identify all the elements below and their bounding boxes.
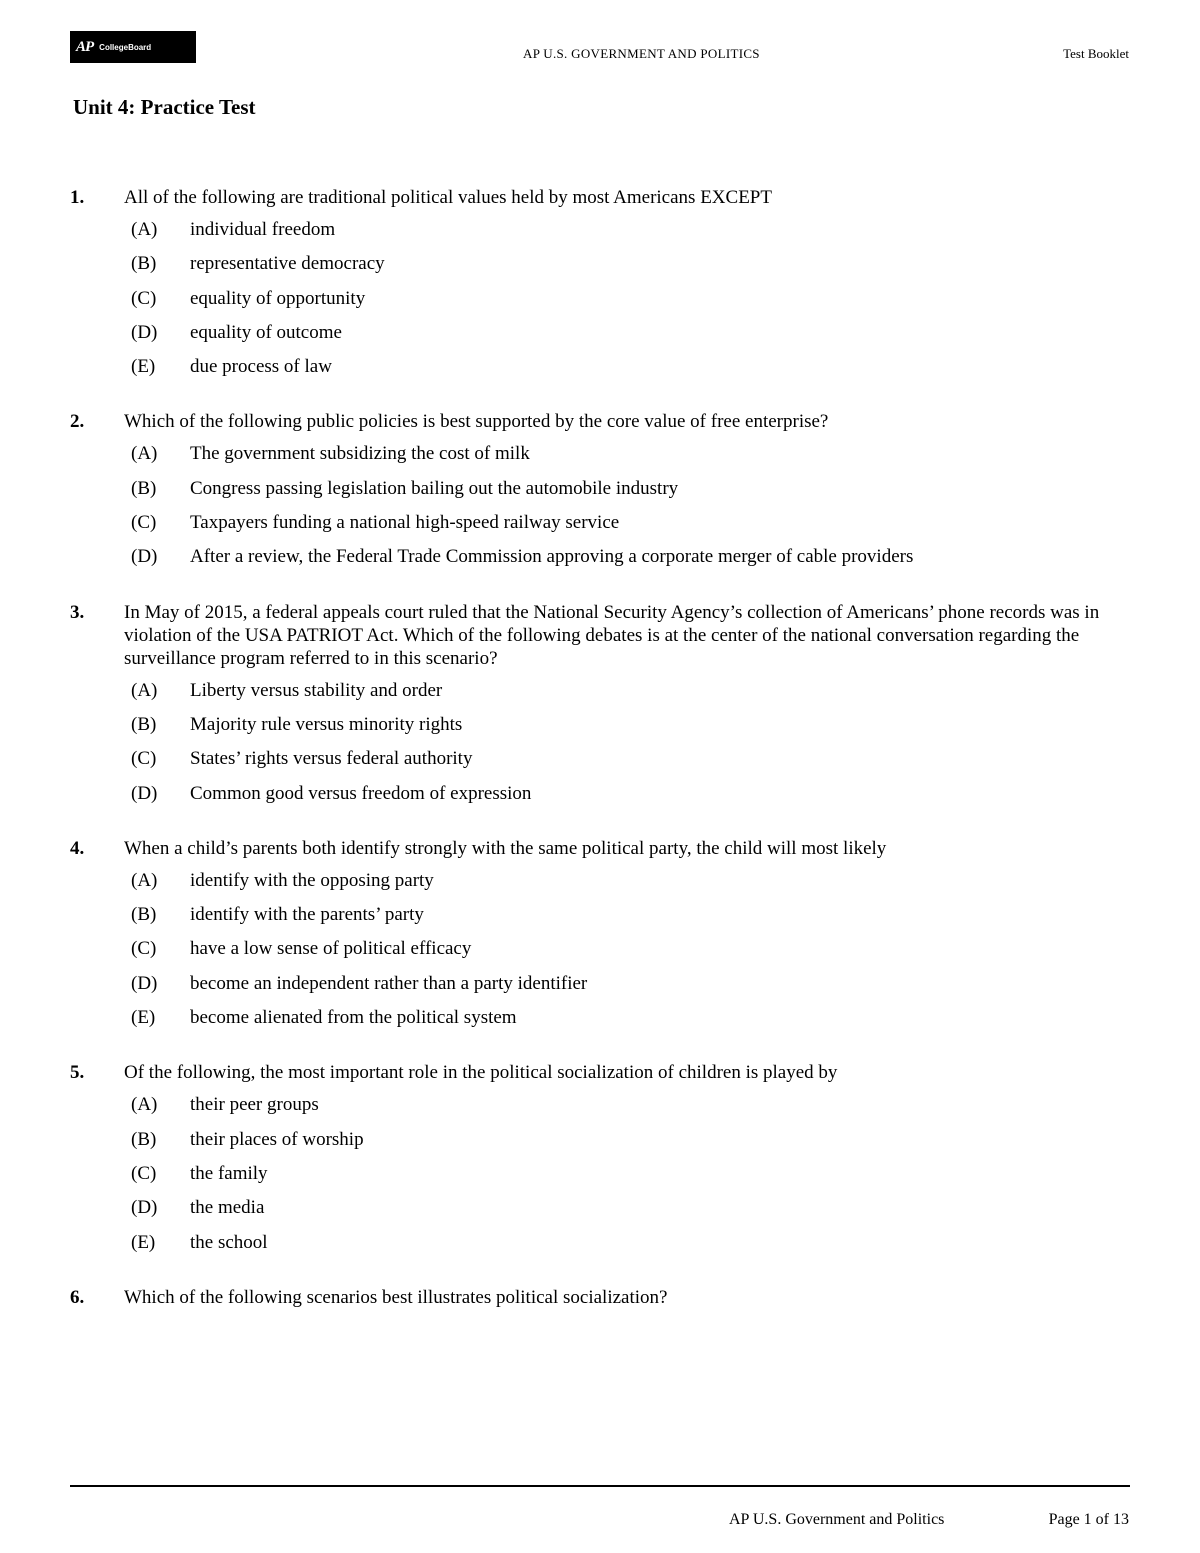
choice-letter: (B): [131, 713, 157, 735]
choice-letter: (D): [131, 1197, 158, 1219]
choice-letter: (E): [131, 1007, 156, 1029]
answer-choice: [70, 442, 1130, 476]
choice-letter: (A): [131, 869, 158, 891]
question-number: 1.: [70, 187, 85, 208]
question-stem: [70, 1061, 1130, 1084]
question-1: [70, 186, 1130, 389]
choice-text: equality of opportunity: [190, 287, 366, 309]
answer-choice: [70, 713, 1130, 747]
answer-choice: [70, 218, 1130, 252]
choice-letter: (C): [131, 938, 157, 960]
choice-letter: (E): [131, 1231, 156, 1253]
answer-choices: [70, 1093, 1130, 1264]
choice-text: their places of worship: [190, 1128, 364, 1150]
question-text: Which of the following scenarios best illustrates political socialization?: [124, 1286, 668, 1308]
question-number: 6.: [70, 1286, 85, 1308]
choice-text: become an independent rather than a party identifier: [190, 972, 588, 994]
choice-text: identify with the opposing party: [190, 869, 434, 891]
choice-text: The government subsidizing the cost of milk: [190, 443, 530, 465]
choice-letter: (B): [131, 477, 157, 499]
answer-choice: [70, 903, 1130, 937]
answer-choice: [70, 937, 1130, 971]
answer-choice: [70, 321, 1130, 355]
choice-letter: (B): [131, 904, 157, 926]
question-2: [70, 410, 1130, 579]
choice-letter: (D): [131, 321, 158, 343]
choice-text: equality of outcome: [190, 321, 342, 343]
page-number: Page 1 of 13: [1048, 1511, 1129, 1528]
question-stem: [70, 601, 1130, 670]
answer-choice: [70, 1006, 1130, 1040]
answer-choices: [70, 442, 1130, 579]
choice-letter: (C): [131, 1162, 157, 1184]
question-stem: [70, 1286, 1130, 1309]
choice-letter: (D): [131, 972, 158, 994]
answer-choice: [70, 1128, 1130, 1162]
question-stem: [70, 186, 1130, 209]
choice-letter: (E): [131, 356, 156, 378]
choice-text: individual freedom: [190, 219, 336, 240]
choice-letter: (B): [131, 1128, 157, 1150]
logo-org-text: CollegeBoard: [99, 42, 152, 52]
question-stem: [70, 837, 1130, 860]
answer-choice: [70, 252, 1130, 286]
question-number: 5.: [70, 1062, 85, 1084]
choice-text: After a review, the Federal Trade Commission approving a corporate merger of cable providers: [190, 546, 914, 568]
choice-letter: (A): [131, 443, 158, 465]
answer-choice: [70, 1196, 1130, 1230]
header-booklet-label: Test Booklet: [1063, 46, 1129, 61]
answer-choice: [70, 545, 1130, 579]
question-text: Of the following, the most important role in the political socialization of children is played by: [124, 1062, 838, 1084]
choice-text: the media: [190, 1197, 265, 1219]
choice-text: become alienated from the political system: [190, 1007, 517, 1029]
question-3: [70, 601, 1130, 816]
answer-choice: [70, 747, 1130, 781]
choice-letter: (C): [131, 287, 157, 309]
ap-collegeboard-logo: [70, 31, 196, 63]
choice-letter: (A): [131, 679, 158, 701]
choice-text: due process of law: [190, 356, 332, 378]
question-number: 3.: [70, 601, 85, 623]
choice-text: their peer groups: [190, 1094, 319, 1116]
question-text: All of the following are traditional political values held by most Americans EXCEPT: [124, 187, 772, 208]
answer-choice: [70, 477, 1130, 511]
choice-text: identify with the parents’ party: [190, 904, 424, 926]
answer-choice: [70, 1162, 1130, 1196]
footer-course: AP U.S. Government and Politics: [729, 1511, 945, 1528]
footer-divider: [70, 1485, 1130, 1487]
question-6: [70, 1286, 1130, 1309]
choice-letter: (A): [131, 1094, 158, 1116]
question-number: 2.: [70, 411, 85, 433]
choice-text: Majority rule versus minority rights: [190, 713, 463, 735]
answer-choice: [70, 1231, 1130, 1265]
question-4: [70, 837, 1130, 1040]
choice-text: Taxpayers funding a national high-speed railway service: [190, 512, 620, 534]
answer-choice: [70, 1093, 1130, 1127]
question-text: In May of 2015, a federal appeals court ruled that the National Security Agency’s collection of Americans’ phone records was in violation of the USA PATRIOT Act. Which of the following debates is at the center of the national conversation regarding the surveillance program referred to in this scenario?: [124, 601, 1100, 669]
header-subject: AP U.S. GOVERNMENT AND POLITICS: [523, 46, 760, 61]
choice-text: the family: [190, 1162, 268, 1184]
question-5: [70, 1061, 1130, 1264]
answer-choice: [70, 972, 1130, 1006]
choice-letter: (C): [131, 512, 157, 534]
page-title: Unit 4: Practice Test: [73, 95, 256, 119]
choice-text: Common good versus freedom of expression: [190, 782, 532, 804]
choice-text: representative democracy: [190, 253, 385, 275]
logo-ap-text: AP: [76, 38, 94, 55]
answer-choice: [70, 869, 1130, 903]
choice-text: States’ rights versus federal authority: [190, 748, 473, 770]
question-text: Which of the following public policies is best supported by the core value of free enterprise?: [124, 411, 829, 433]
choice-letter: (C): [131, 748, 157, 770]
answer-choice: [70, 782, 1130, 816]
choice-letter: (A): [131, 219, 158, 240]
question-list: [70, 186, 1130, 1330]
choice-letter: (D): [131, 546, 158, 568]
answer-choice: [70, 287, 1130, 321]
choice-text: Congress passing legislation bailing out the automobile industry: [190, 477, 679, 499]
answer-choices: [70, 218, 1130, 389]
question-text: When a child’s parents both identify strongly with the same political party, the child will most likely: [124, 837, 887, 859]
choice-text: have a low sense of political efficacy: [190, 938, 472, 960]
answer-choices: [70, 679, 1130, 816]
question-number: 4.: [70, 837, 85, 859]
choice-text: the school: [190, 1231, 268, 1253]
question-stem: [70, 410, 1130, 433]
choice-letter: (B): [131, 253, 157, 275]
choice-letter: (D): [131, 782, 158, 804]
answer-choice: [70, 511, 1130, 545]
choice-text: Liberty versus stability and order: [190, 679, 443, 701]
answer-choice: [70, 679, 1130, 713]
answer-choices: [70, 869, 1130, 1040]
answer-choice: [70, 355, 1130, 389]
